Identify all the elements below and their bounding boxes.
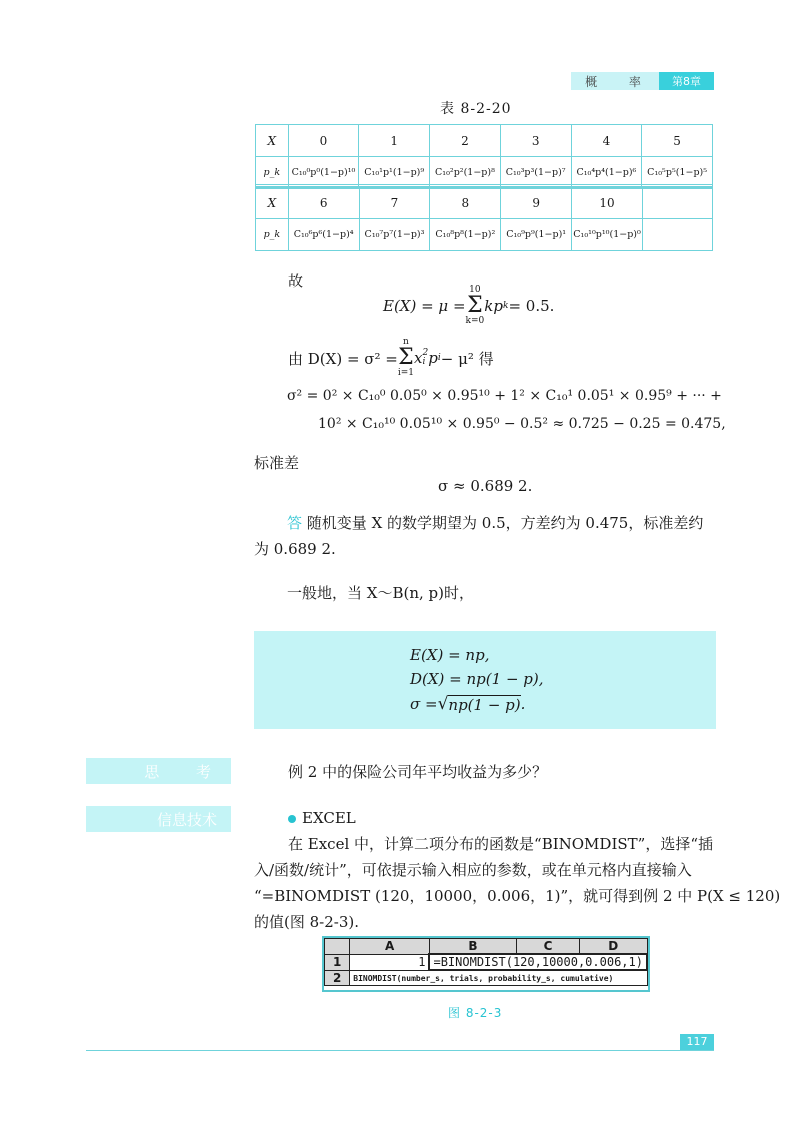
table-row	[325, 954, 648, 970]
sigma-line-1: σ² = 0² × C₁₀⁰ 0.05⁰ × 0.95¹⁰ + 1² × C₁₀¹ 0.05¹ × 0.95⁹ + ··· +	[287, 388, 722, 404]
info-para-3: “=BINOMDIST (120，10000，0.006，1)”，就可得到例 2 中 P(X ≤ 120)	[254, 887, 781, 905]
table-cell: C₁₀⁴p⁴(1−p)⁶	[571, 157, 642, 189]
info-para-4: 的值(图 8-2-3).	[254, 913, 360, 931]
table-cell: C₁₀⁰p⁰(1−p)¹⁰	[288, 157, 359, 189]
sum-lower: k=0	[465, 316, 485, 326]
general-text: 一般地，当 X～B(n, p)时，	[287, 584, 474, 602]
bullet-icon	[288, 815, 296, 823]
formula-std-left: σ =	[410, 695, 438, 713]
expectation-term: kp	[484, 297, 503, 315]
variance-left: 由 D(X) = σ² =	[288, 349, 398, 368]
table-cell: C₁₀³p³(1−p)⁷	[500, 157, 571, 189]
table-cell: C₁₀¹p¹(1−p)⁹	[359, 157, 430, 189]
excel-cell-a1[interactable]: 1	[350, 954, 430, 970]
table-cell: C₁₀¹⁰p¹⁰(1−p)⁰	[572, 219, 643, 251]
table-cell: 7	[359, 187, 430, 219]
excel-corner	[325, 939, 350, 955]
table-cell: C₁₀²p²(1−p)⁸	[430, 157, 501, 189]
excel-screenshot	[322, 936, 650, 992]
sum-lower: i=1	[397, 368, 415, 378]
table-row	[256, 187, 713, 219]
variance-end: − μ² 得	[440, 349, 494, 368]
expectation-left: E(X) = μ =	[383, 297, 466, 315]
formula-expectation: E(X) = np,	[410, 646, 490, 664]
page-number: 117	[680, 1034, 714, 1050]
answer-text: 随机变量 X 的数学期望为 0.5，方差约为 0.475，标准差约	[306, 514, 704, 532]
chapter-title: 概 率	[571, 72, 659, 90]
answer-paragraph	[287, 510, 717, 536]
answer-label: 答	[287, 514, 303, 532]
std-label: 标准差	[254, 454, 300, 472]
formula-std-end: .	[520, 695, 526, 713]
distribution-table-top	[255, 124, 713, 189]
expectation-sub: k	[502, 301, 509, 311]
variance-intro: 由 D(X) = σ² = n Σ i=1 x 2 i p i − μ² 得	[288, 337, 494, 378]
chapter-label: 第8章	[659, 72, 714, 90]
excel-col-d: D	[579, 939, 647, 955]
table-row	[256, 219, 713, 251]
excel-col-b: B	[429, 939, 516, 955]
excel-function-tooltip: BINOMDIST(number_s, trials, probability_s, cumulative)	[350, 970, 647, 986]
figure-caption: 图 8-2-3	[448, 1006, 503, 1020]
table-cell: C₁₀⁸p⁸(1−p)²	[430, 219, 501, 251]
excel-row-2: 2	[325, 970, 350, 986]
table-cell: 0	[288, 125, 359, 157]
table-row	[256, 125, 713, 157]
think-question: 例 2 中的保险公司年平均收益为多少？	[288, 763, 548, 781]
table-cell: C₁₀⁶p⁶(1−p)⁴	[288, 219, 359, 251]
excel-title: EXCEL	[302, 809, 356, 827]
formula-variance: D(X) = np(1 − p),	[410, 670, 544, 688]
variance-term: x	[414, 349, 423, 367]
sigma-line-2: 10² × C₁₀¹⁰ 0.05¹⁰ × 0.95⁰ − 0.5² ≈ 0.725 − 0.25 = 0.475,	[318, 416, 726, 432]
distribution-table-bottom	[255, 186, 713, 251]
table-row	[325, 939, 648, 955]
info-para-1: 在 Excel 中，计算二项分布的函数是“BINOMDIST”，选择“插	[288, 835, 713, 853]
table-cell	[643, 219, 713, 251]
answer-text-cont: 为 0.689 2.	[254, 540, 336, 558]
think-tab-label: 思 考	[144, 763, 227, 781]
table-cell: X	[256, 187, 289, 219]
sum-operator: 10 Σ k=0	[465, 285, 485, 326]
excel-col-c: C	[516, 939, 579, 955]
excel-col-a: A	[350, 939, 430, 955]
chapter-header	[571, 72, 714, 90]
info-tech-tab-label: 信息技术	[156, 811, 217, 829]
table-cell: p_k	[256, 219, 289, 251]
excel-row-1: 1	[325, 954, 350, 970]
think-tab	[86, 758, 231, 784]
table-cell: 8	[430, 187, 501, 219]
table-cell: 3	[500, 125, 571, 157]
table-cell: C₁₀⁹p⁹(1−p)¹	[501, 219, 572, 251]
table-cell: 10	[572, 187, 643, 219]
table-cell: X	[256, 125, 289, 157]
info-para-2: 入/函数/统计”，可依提示输入相应的参数，或在单元格内直接输入	[254, 861, 692, 879]
expectation-end: = 0.5.	[508, 297, 555, 315]
sum-upper: 10	[469, 285, 481, 295]
std-value: σ ≈ 0.689 2.	[438, 477, 533, 495]
table-cell: C₁₀⁵p⁵(1−p)⁵	[642, 157, 713, 189]
formula-std: σ = √ np(1 − p) .	[410, 694, 526, 714]
table-cell: 1	[359, 125, 430, 157]
table-caption: 表 8-2-20	[440, 101, 512, 117]
table-row	[325, 970, 648, 986]
table-cell: 2	[430, 125, 501, 157]
formula-std-root: np(1 − p)	[448, 695, 521, 714]
table-cell: p_k	[256, 157, 289, 189]
sum-operator: n Σ i=1	[397, 337, 415, 378]
excel-cell-b1[interactable]: =BINOMDIST(120,10000,0.006,1)	[429, 954, 647, 970]
table-cell: 6	[288, 187, 359, 219]
expectation-formula	[383, 286, 554, 326]
sum-upper: n	[403, 337, 409, 347]
table-cell: 5	[642, 125, 713, 157]
info-tech-tab	[86, 806, 231, 832]
table-cell: C₁₀⁷p⁷(1−p)³	[359, 219, 430, 251]
footer-rule	[86, 1050, 714, 1051]
excel-heading	[288, 805, 356, 831]
table-cell: 4	[571, 125, 642, 157]
therefore-text: 故	[288, 272, 304, 290]
table-cell	[643, 187, 713, 219]
excel-grid	[324, 938, 648, 986]
table-cell: 9	[501, 187, 572, 219]
